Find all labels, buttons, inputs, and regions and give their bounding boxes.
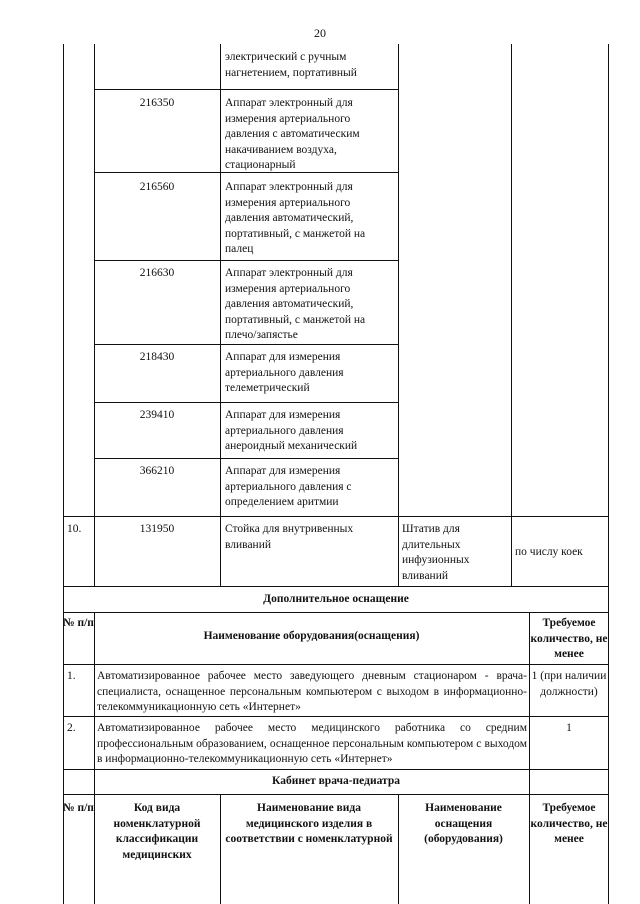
header-equipment-name: Наименование оснащения (оборудования) xyxy=(424,802,503,845)
device-name: Аппарат для измерения артериального давления анероидный механический xyxy=(225,409,358,452)
header-equipment-name: Наименование оборудования(оснащения) xyxy=(203,630,420,642)
section-title-pediatrician: Кабинет врача-педиатра xyxy=(272,775,400,787)
col-divider-name xyxy=(398,44,399,586)
row-line-full xyxy=(63,664,609,665)
equipment-name: Штатив для длительных инфузионных вливаний xyxy=(402,523,470,582)
device-name: Стойка для внутривенных вливаний xyxy=(225,523,354,551)
device-name: Аппарат электронный для измерения артериального давления автоматический, портативный, с манжетой на плечо/запястье xyxy=(225,267,366,341)
equipment-name: Автоматизированное рабочее место заведующего дневным стационаром - врача-специалиста, оснащенное персональным компьютером с выходом в информационно-телекоммуникационную сеть «Интернет» xyxy=(97,670,527,713)
row-line-full xyxy=(63,612,609,613)
device-name: Аппарат для измерения артериального давления телеметрический xyxy=(225,351,344,394)
equipment-name: Автоматизированное рабочее место медицинского работника со средним профессиональным образованием, оснащенное персональным компьютером с выходом в информационно-телекоммуникационную сеть «Интернет» xyxy=(97,722,527,765)
header-num: № п/п xyxy=(63,802,94,814)
row-line-full xyxy=(63,716,609,717)
col-divider-num xyxy=(94,44,95,586)
row-number: 2. xyxy=(67,722,76,734)
row-line xyxy=(94,458,399,459)
device-code: 216630 xyxy=(139,267,175,279)
col-divider-name xyxy=(398,794,399,904)
page-number: 20 xyxy=(314,26,326,40)
header-quantity: Требуемое количество, не менее xyxy=(530,617,608,660)
continuation-text: электрический с ручным нагнетением, портативный xyxy=(225,51,357,79)
row-line-full xyxy=(63,586,609,587)
row-line xyxy=(94,260,399,261)
col-divider-equipment xyxy=(511,44,512,586)
device-code: 131950 xyxy=(139,523,175,535)
row-number: 10. xyxy=(67,523,82,535)
col-divider-num xyxy=(94,794,95,904)
row-line xyxy=(94,89,399,90)
row-line xyxy=(94,344,399,345)
row-line xyxy=(94,402,399,403)
required-quantity: 1 xyxy=(566,722,572,734)
col-divider-code xyxy=(220,794,221,904)
section-title-additional: Дополнительное оснащение xyxy=(263,593,409,605)
device-name: Аппарат электронный для измерения артериального давления с автоматическим накачиванием воздуха, стационарный xyxy=(225,97,360,171)
device-code: 218430 xyxy=(139,351,175,363)
device-code: 366210 xyxy=(139,465,175,477)
row-line-full xyxy=(63,516,609,517)
row-line-full xyxy=(63,794,609,795)
header-device-name: Наименование вида медицинского изделия в соответствии с номенклатурной xyxy=(225,802,393,845)
device-code: 239410 xyxy=(139,409,175,421)
equipment-table xyxy=(63,44,609,904)
device-code: 216350 xyxy=(139,97,175,109)
row-line-full xyxy=(63,769,609,770)
header-quantity: Требуемое количество, не менее xyxy=(530,802,608,845)
device-code: 216560 xyxy=(139,181,175,193)
row-number: 1. xyxy=(67,670,76,682)
required-quantity: по числу коек xyxy=(515,546,583,558)
header-num: № п/п xyxy=(63,617,94,629)
device-name: Аппарат для измерения артериального давления с определением аритмии xyxy=(225,465,352,508)
required-quantity: 1 (при наличии должности) xyxy=(531,670,607,698)
col-divider-code xyxy=(220,44,221,586)
header-code: Код вида номенклатурной классификации медицинских xyxy=(113,802,201,861)
device-name: Аппарат электронный для измерения артериального давления автоматический, портативный, с манжетой на палец xyxy=(225,181,366,255)
